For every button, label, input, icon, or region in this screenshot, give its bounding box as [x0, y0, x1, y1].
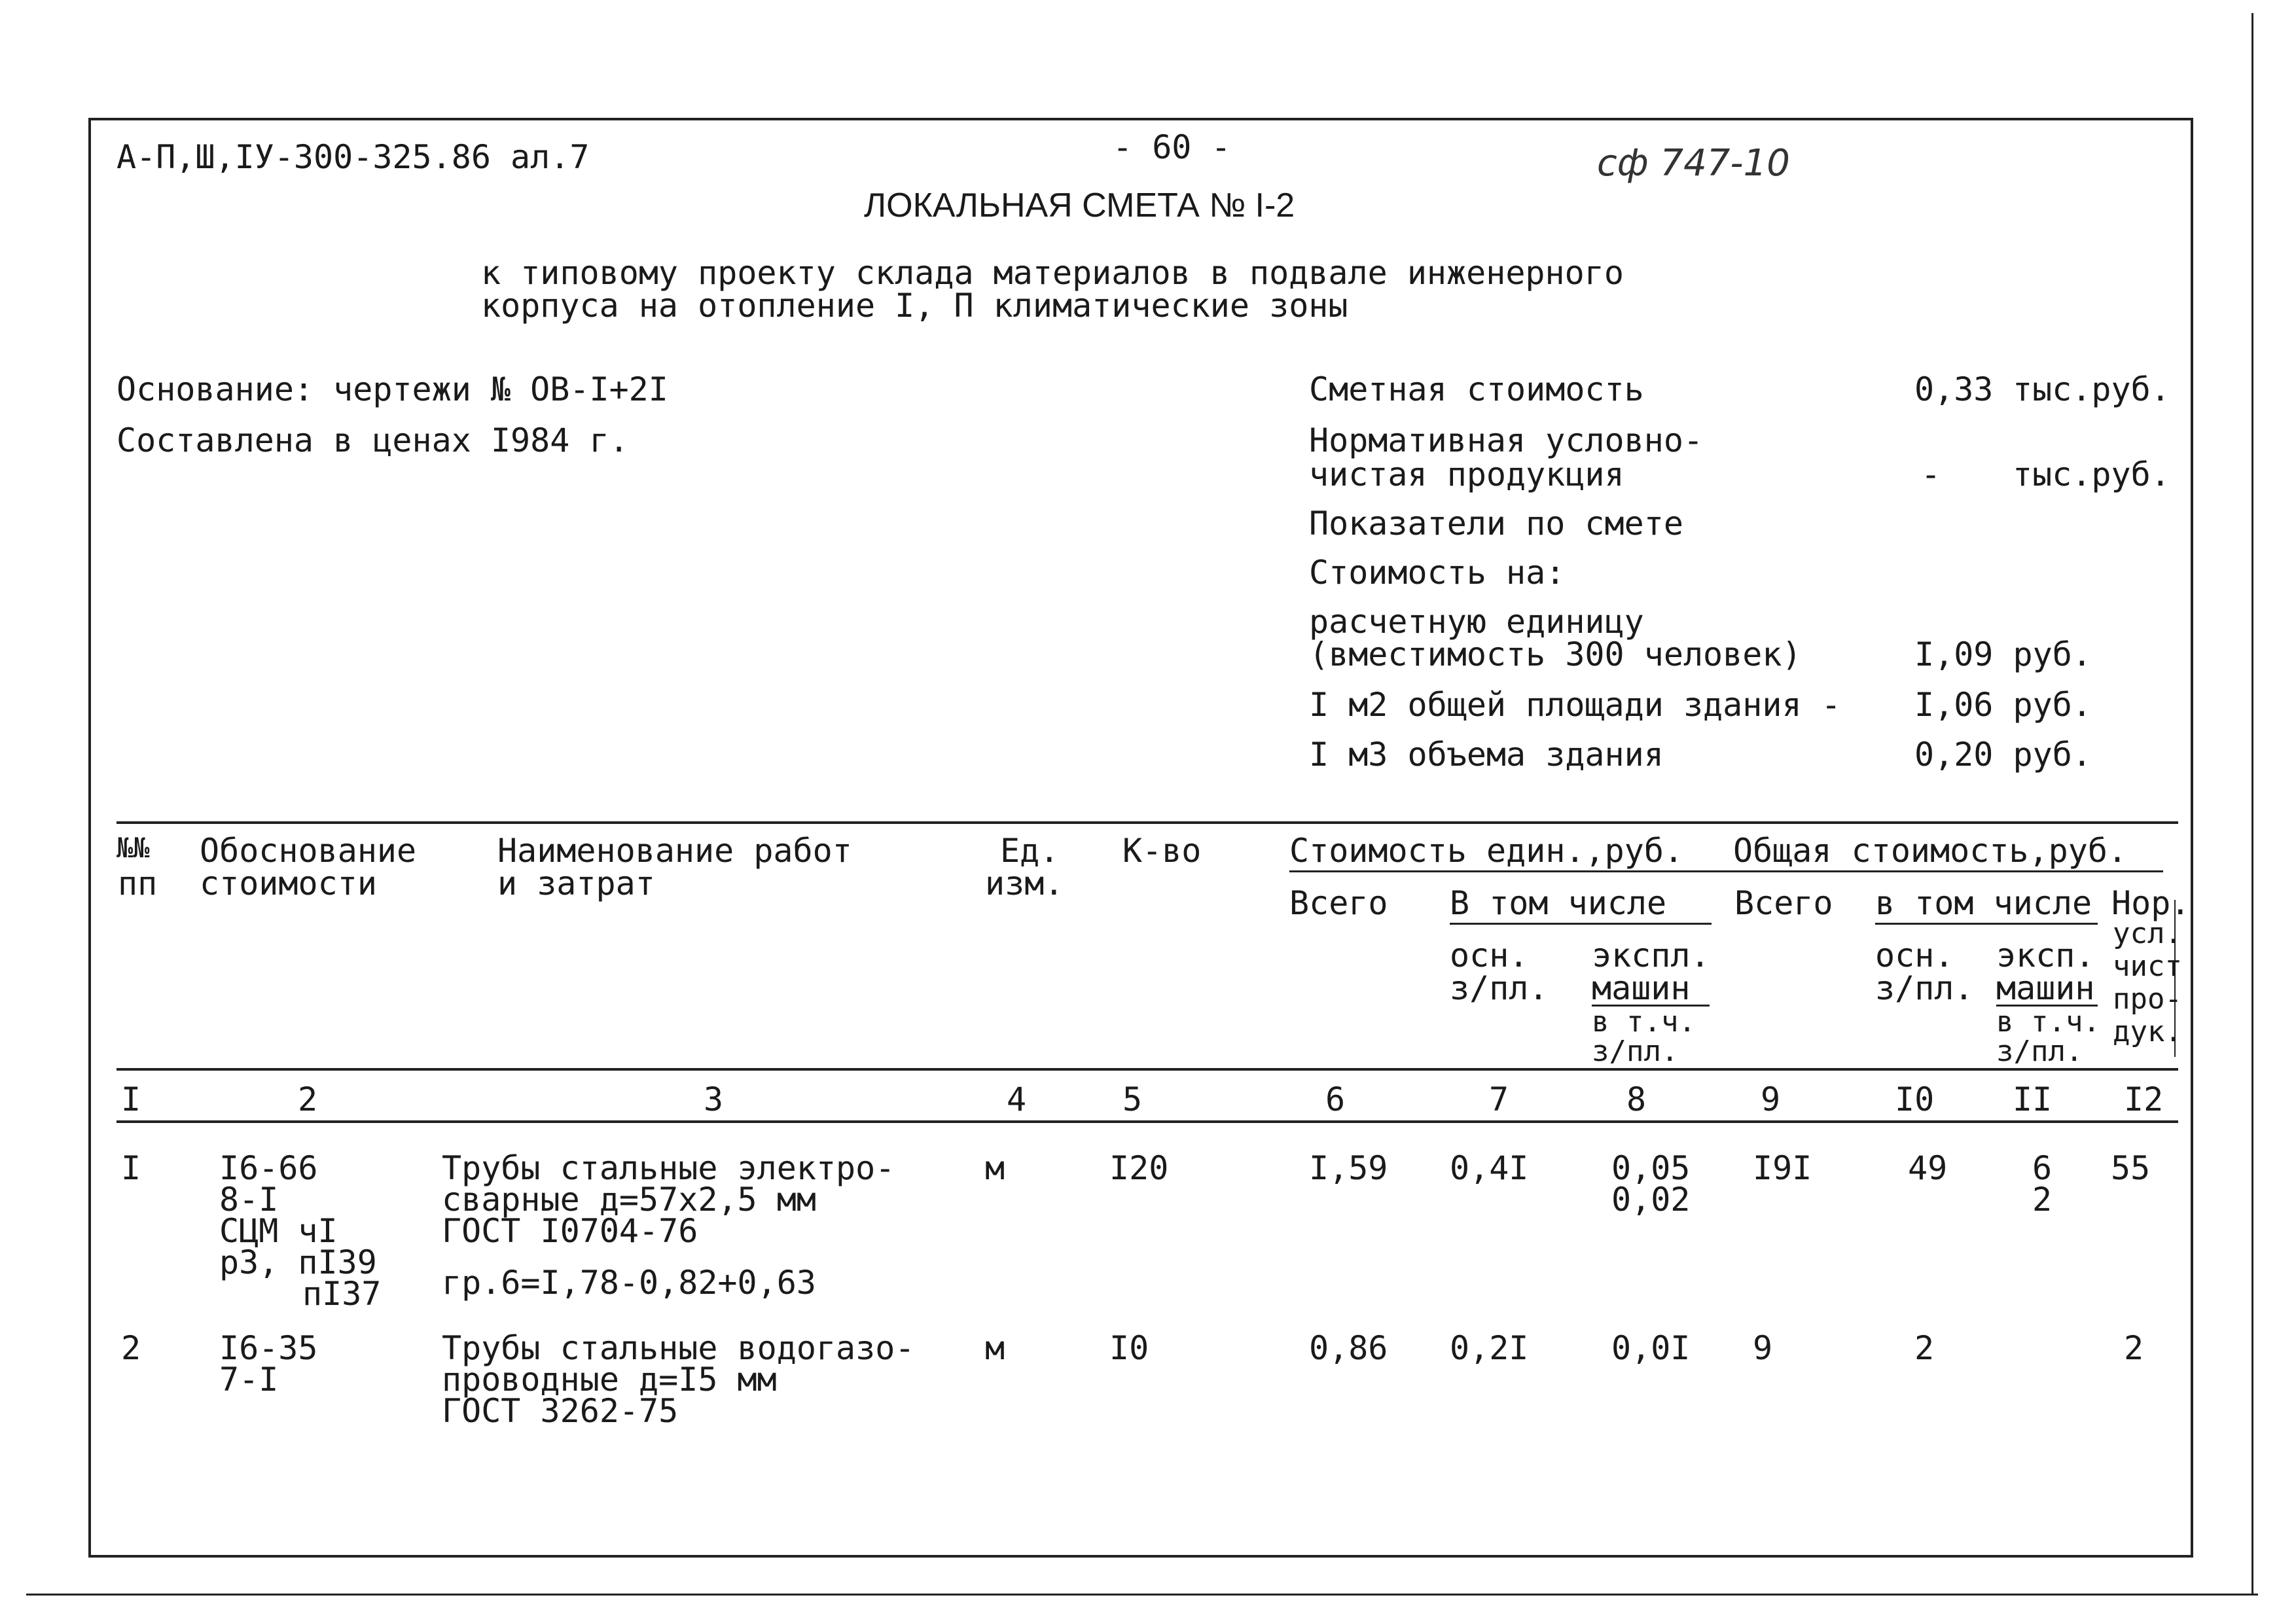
row-qty: I0 — [1109, 1329, 1149, 1367]
header-nor-4: про- — [2113, 982, 2182, 1016]
row-unit: м — [985, 1329, 1005, 1367]
row-unit-eksp: 0,05 — [1611, 1149, 1691, 1187]
header-total-incl: в том числе — [1875, 884, 2092, 922]
cost-for-label: Стоимость на: — [1309, 554, 1566, 592]
subtitle-line-1: к типовому проекту склада материалов в подвале инженерного — [481, 254, 1624, 292]
row-basis-2: 8-I — [219, 1181, 279, 1219]
row-total-eksp: 6 — [2032, 1149, 2053, 1187]
m3-value: 0,20 руб. — [1914, 736, 2092, 774]
row-basis-3: СЦМ чI — [219, 1212, 338, 1250]
header-nor-3: чист — [2113, 950, 2182, 983]
row-unit-osn: 0,4I — [1450, 1149, 1529, 1187]
row-name-3: ГОСТ 3262-75 — [442, 1392, 679, 1430]
document-code: А-П,Ш,IУ-300-325.86 ал.7 — [117, 138, 590, 176]
header-unit-incl: В том числе — [1450, 884, 1667, 922]
header-num-1: №№ — [117, 832, 150, 864]
row-name-1: Трубы стальные водогазо- — [442, 1329, 915, 1367]
header-unit-total: Всего — [1289, 884, 1388, 922]
handwritten-note: сф 747-10 — [1597, 142, 1790, 185]
row-total-eksp-incl: 2 — [2032, 1181, 2053, 1219]
row-name-note: гр.6=I,78-0,82+0,63 — [442, 1264, 816, 1302]
header-total-osn-2: з/пл. — [1875, 969, 1974, 1007]
header-nor-2: усл. — [2113, 917, 2182, 950]
row-nor: 2 — [2124, 1329, 2144, 1367]
header-unit-eksp-2: машин — [1592, 969, 1691, 1007]
row-name-2: проводные д=I5 мм — [442, 1361, 777, 1399]
header-basis-1: Обоснование — [200, 832, 417, 870]
column-number-10: I0 — [1895, 1080, 1935, 1118]
header-nor-1: Нор. — [2111, 884, 2191, 922]
header-total-osn-1: осн. — [1875, 936, 1954, 974]
column-number-3: 3 — [704, 1080, 724, 1118]
column-numbers-rule — [117, 1120, 2178, 1123]
column-number-6: 6 — [1325, 1080, 1346, 1118]
header-unit-osn-2: з/пл. — [1450, 969, 1549, 1007]
group-header-underline — [1289, 870, 2163, 872]
column-number-12: I2 — [2124, 1080, 2164, 1118]
row-name-2: сварные д=57х2,5 мм — [442, 1181, 816, 1219]
indicators-label: Показатели по смете — [1309, 505, 1683, 543]
row-total: 9 — [1753, 1329, 1773, 1367]
header-unit-2: изм. — [985, 865, 1064, 902]
m2-value: I,06 руб. — [1914, 686, 2092, 724]
row-total-osn: 49 — [1908, 1149, 1948, 1187]
subtitle-line-2: корпуса на отопление I, П климатические зоны — [481, 287, 1348, 325]
header-total-eksp-4: з/пл. — [1996, 1035, 2083, 1068]
header-unit-eksp-4: з/пл. — [1592, 1035, 1679, 1068]
header-num-2: пп — [118, 865, 158, 902]
normative-unit: тыс.руб. — [2013, 455, 2170, 493]
unit-label-2: (вместимость 300 человек) — [1309, 635, 1802, 673]
column-number-11: II — [2013, 1080, 2053, 1118]
row-nor: 55 — [2111, 1149, 2151, 1187]
row-num: I — [121, 1149, 141, 1187]
estimated-cost-unit: тыс.руб. — [2013, 370, 2170, 408]
header-total-eksp-3: в т.ч. — [1996, 1005, 2100, 1039]
row-basis-1: I6-66 — [219, 1149, 318, 1187]
row-basis-1: I6-35 — [219, 1329, 318, 1367]
page-number: - 60 - — [1113, 128, 1231, 166]
header-total-eksp-2: машин — [1996, 969, 2095, 1007]
row-unit: м — [985, 1149, 1005, 1187]
column-number-1: I — [121, 1080, 141, 1118]
header-basis-2: стоимости — [200, 865, 377, 902]
unit-value: I,09 руб. — [1914, 635, 2092, 673]
header-unit-eksp-3: в т.ч. — [1592, 1005, 1696, 1039]
row-unit-eksp: 0,0I — [1611, 1329, 1691, 1367]
table-top-rule — [117, 821, 2178, 824]
row-unit-total: I,59 — [1309, 1149, 1388, 1187]
header-unit-1: Ед. — [1000, 832, 1060, 870]
row-unit-total: 0,86 — [1309, 1329, 1388, 1367]
row-total: I9I — [1753, 1149, 1812, 1187]
basis-drawings: Основание: чертежи № ОВ-I+2I — [117, 370, 668, 408]
scan-right-edge — [2251, 13, 2253, 1594]
m2-label: I м2 общей площади здания - — [1309, 686, 1841, 724]
row-unit-eksp-incl: 0,02 — [1611, 1181, 1691, 1219]
header-name-2: и затрат — [497, 865, 655, 902]
header-total-cost-group: Общая стоимость,руб. — [1733, 832, 2128, 870]
normative-label-2: чистая продукция — [1309, 455, 1624, 493]
header-qty: К-во — [1122, 832, 1202, 870]
normative-value: - — [1921, 455, 1941, 493]
row-qty: I20 — [1109, 1149, 1169, 1187]
header-total-total: Всего — [1734, 884, 1833, 922]
document-title: ЛОКАЛЬНАЯ СМЕТА № I-2 — [864, 187, 1295, 224]
row-num: 2 — [121, 1329, 141, 1367]
column-number-7: 7 — [1489, 1080, 1509, 1118]
estimated-cost-label: Сметная стоимость — [1309, 370, 1644, 408]
column-number-2: 2 — [298, 1080, 318, 1118]
header-nor-5: дук. — [2113, 1015, 2182, 1048]
row-basis-2: 7-I — [219, 1361, 279, 1399]
row-name-3: ГОСТ I0704-76 — [442, 1212, 698, 1250]
header-name-1: Наименование работ — [497, 832, 852, 870]
column-number-4: 4 — [1007, 1080, 1027, 1118]
header-unit-cost-group: Стоимость един.,руб. — [1289, 832, 1684, 870]
row-unit-osn: 0,2I — [1450, 1329, 1529, 1367]
row-basis-4: р3, пI39 — [219, 1243, 377, 1281]
header-total-eksp-1: эксп. — [1996, 936, 2095, 974]
header-unit-osn-1: осн. — [1450, 936, 1529, 974]
m3-label: I м3 объема здания — [1309, 736, 1664, 774]
basis-prices: Составлена в ценах I984 г. — [117, 421, 629, 459]
column-number-9: 9 — [1761, 1080, 1781, 1118]
column-number-8: 8 — [1626, 1080, 1647, 1118]
unit-label-1: расчетную единицу — [1309, 603, 1644, 641]
header-bottom-rule — [117, 1068, 2178, 1071]
unit-incl-underline — [1450, 923, 1712, 925]
row-name-1: Трубы стальные электро- — [442, 1149, 895, 1187]
total-incl-underline — [1875, 923, 2098, 925]
row-basis-5: пI37 — [302, 1275, 382, 1313]
row-total-osn: 2 — [1914, 1329, 1935, 1367]
scan-bottom-edge — [26, 1594, 2258, 1596]
estimated-cost-value: 0,33 — [1914, 370, 1994, 408]
header-unit-eksp-1: экспл. — [1592, 936, 1710, 974]
normative-label-1: Нормативная условно- — [1309, 421, 1704, 459]
column-number-5: 5 — [1122, 1080, 1143, 1118]
